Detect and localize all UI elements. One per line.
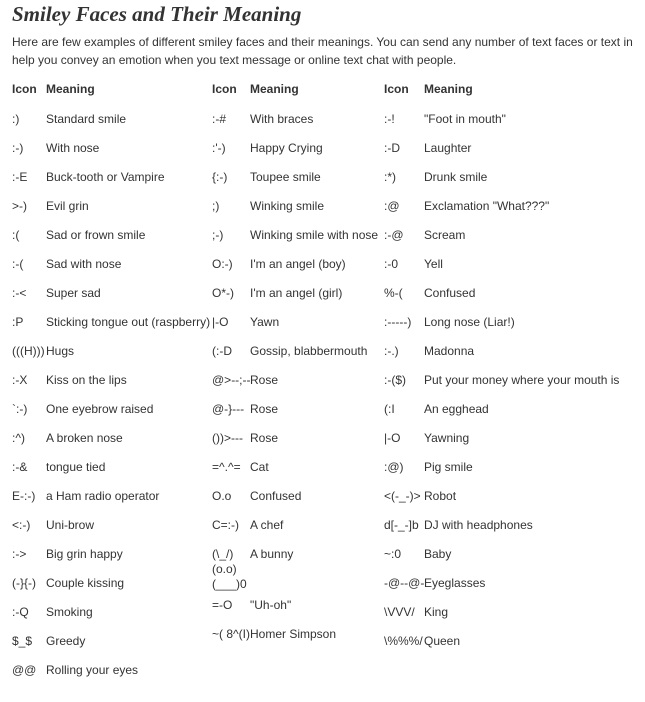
smiley-icon-text: :-!: [384, 112, 395, 126]
smiley-icon-text: @-}---: [212, 402, 245, 416]
smiley-meaning: Queen: [424, 634, 461, 648]
column-header-meaning: Meaning: [424, 82, 473, 96]
smiley-meaning: Rose: [250, 373, 279, 387]
smiley-icon-text: %-(: [384, 286, 403, 300]
smiley-icon-text: @@: [12, 663, 37, 677]
smiley-meaning: "Uh-oh": [250, 598, 292, 612]
smiley-icon-text: :-X: [12, 373, 28, 387]
smiley-icon-text: :-D: [384, 141, 400, 155]
page-title: Smiley Faces and Their Meaning: [12, 2, 302, 26]
smiley-meaning: Exclamation "What???": [424, 199, 550, 213]
smiley-meaning: Long nose (Liar!): [424, 315, 515, 329]
smiley-meaning: Sad with nose: [46, 257, 122, 271]
smiley-meaning: King: [424, 605, 449, 619]
smiley-icon-text: >-): [12, 199, 27, 213]
smiley-meaning: Winking smile: [250, 199, 325, 213]
smiley-icon-text: <(-_-)>: [384, 489, 421, 503]
smiley-icon-text: \%%%/: [384, 634, 423, 648]
smiley-icon-text: O:-): [212, 257, 233, 271]
smiley-meaning: Confused: [424, 286, 476, 300]
smiley-icon-text: ;-): [212, 228, 224, 242]
smiley-meaning: Toupee smile: [250, 170, 321, 184]
column-header-meaning: Meaning: [250, 82, 299, 96]
smiley-meaning: Sad or frown smile: [46, 228, 146, 242]
smiley-meaning: A bunny: [250, 547, 294, 561]
smiley-meaning: DJ with headphones: [424, 518, 533, 532]
smiley-icon-text: @>--;--: [212, 373, 251, 387]
smiley-meaning: Hugs: [46, 344, 75, 358]
smiley-icon-text: -@--@-: [384, 576, 425, 590]
smiley-icon-text: ;): [212, 199, 220, 213]
smiley-meaning: Put your money where your mouth is: [424, 373, 620, 387]
intro-text: [12, 33, 645, 69]
smiley-icon-text-line-3: (___)0: [212, 577, 247, 591]
smiley-meaning: Rose: [250, 402, 279, 416]
smiley-icon-text: ())>---: [212, 431, 243, 445]
smiley-icon-text: :-.): [384, 344, 399, 358]
smiley-icon-text: :-@: [384, 228, 404, 242]
smiley-icon-text: |-O: [212, 315, 229, 329]
smiley-meaning: Couple kissing: [46, 576, 125, 590]
smiley-meaning: Yawning: [424, 431, 470, 445]
smiley-icon-text: :): [12, 112, 20, 126]
smiley-meaning: Yawn: [250, 315, 280, 329]
smiley-meaning: Kiss on the lips: [46, 373, 127, 387]
smiley-meaning: Happy Crying: [250, 141, 323, 155]
smiley-icon-text: (:I: [384, 402, 395, 416]
smiley-icon-text: =^.^=: [212, 460, 241, 474]
smiley-meaning: Confused: [250, 489, 302, 503]
smiley-icon-text: (-}{-): [12, 576, 36, 590]
smiley-icon-text: (((H))): [12, 344, 45, 358]
smiley-icon-text: :-(: [12, 257, 24, 271]
smiley-icon-text: d[-_-]b: [384, 518, 419, 532]
smiley-icon-text: ~:0: [384, 547, 402, 561]
smiley-icon-text: E-:-): [12, 489, 36, 503]
smiley-meaning: Scream: [424, 228, 466, 242]
smiley-icon-text: :@): [384, 460, 404, 474]
column-header-icon: Icon: [12, 82, 37, 96]
smiley-meaning: "Foot in mouth": [424, 112, 506, 126]
smiley-icon-text: :-Q: [12, 605, 29, 619]
smiley-icon-text: \VVV/: [384, 605, 415, 619]
smiley-meaning: Yell: [424, 257, 443, 271]
smiley-icon-text: :-----): [384, 315, 412, 329]
smiley-meaning: Sticking tongue out (raspberry): [46, 315, 211, 329]
smiley-meaning: Big grin happy: [46, 547, 123, 561]
smiley-icon-text: |-O: [384, 431, 401, 445]
intro-line-1: Here are few examples of different smiley faces and their meanings. You can send any number of text faces or text in: [12, 35, 633, 49]
smiley-meaning: tongue tied: [46, 460, 106, 474]
smiley-icon-text: :->: [12, 547, 27, 561]
smiley-meaning: Uni-brow: [46, 518, 95, 532]
smiley-icon-text: `:-): [12, 402, 28, 416]
smiley-icon-text: {:-): [212, 170, 228, 184]
smiley-meaning: Baby: [424, 547, 452, 561]
smiley-meaning: Standard smile: [46, 112, 127, 126]
smiley-icon-text-line-2: (o.o): [212, 562, 237, 576]
smiley-icon-text: :^): [12, 431, 25, 445]
smiley-icon-text: <:-): [12, 518, 31, 532]
smiley-meaning: A broken nose: [46, 431, 123, 445]
column-header-icon: Icon: [212, 82, 237, 96]
smiley-icon-text: :*): [384, 170, 396, 184]
column-header-meaning: Meaning: [46, 82, 95, 96]
smiley-meaning: With braces: [250, 112, 314, 126]
smiley-icon-text: C=:-): [212, 518, 239, 532]
smiley-icon-text: O.o: [212, 489, 232, 503]
smiley-meaning: A chef: [250, 518, 284, 532]
smiley-icon-text: :'-): [212, 141, 226, 155]
column-header-icon: Icon: [384, 82, 409, 96]
smiley-icon-text: :-<: [12, 286, 27, 300]
smiley-icon-text: :P: [12, 315, 24, 329]
smiley-meaning: One eyebrow raised: [46, 402, 154, 416]
smiley-icon-text: (\_/): [212, 547, 234, 561]
smiley-icon-text: :-($): [384, 373, 406, 387]
smiley-meaning: Evil grin: [46, 199, 89, 213]
smiley-meaning: Robot: [424, 489, 457, 503]
smiley-meaning: Drunk smile: [424, 170, 488, 184]
smiley-icon-text: :-#: [212, 112, 227, 126]
smiley-meaning: With nose: [46, 141, 100, 155]
smiley-meaning: Pig smile: [424, 460, 473, 474]
smiley-icon-text: :-0: [384, 257, 399, 271]
smiley-icon-text: :-E: [12, 170, 28, 184]
smiley-icon-text: =-O: [212, 598, 233, 612]
smiley-icon-text: :@: [384, 199, 400, 213]
smiley-icon-text: :-&: [12, 460, 28, 474]
smiley-icon-text: O*-): [212, 286, 234, 300]
smiley-meaning: Buck-tooth or Vampire: [46, 170, 165, 184]
smiley-meaning: a Ham radio operator: [46, 489, 160, 503]
smiley-meaning: Cat: [250, 460, 269, 474]
smiley-meaning: Madonna: [424, 344, 475, 358]
smiley-meaning: I'm an angel (boy): [250, 257, 346, 271]
smiley-icon-text: :-): [12, 141, 24, 155]
smiley-meaning: Laughter: [424, 141, 472, 155]
smiley-meaning: Smoking: [46, 605, 93, 619]
smiley-icon-text: (:-D: [212, 344, 232, 358]
smiley-meaning: I'm an angel (girl): [250, 286, 343, 300]
smiley-icon-text: ~( 8^(I): [212, 627, 250, 641]
smiley-meaning: Rose: [250, 431, 279, 445]
smiley-meaning: Homer Simpson: [250, 627, 337, 641]
smiley-meaning: Greedy: [46, 634, 86, 648]
smiley-meaning: Super sad: [46, 286, 101, 300]
smiley-meaning: Rolling your eyes: [46, 663, 139, 677]
smiley-icon-text: :(: [12, 228, 20, 242]
smiley-meaning: An egghead: [424, 402, 489, 416]
smiley-icon-text: $_$: [12, 634, 33, 648]
smiley-meaning: Winking smile with nose: [250, 228, 379, 242]
smiley-meaning: Eyeglasses: [424, 576, 486, 590]
intro-line-2: help you convey an emotion when you text message or online text chat with people.: [12, 53, 457, 67]
smiley-meaning: Gossip, blabbermouth: [250, 344, 368, 358]
